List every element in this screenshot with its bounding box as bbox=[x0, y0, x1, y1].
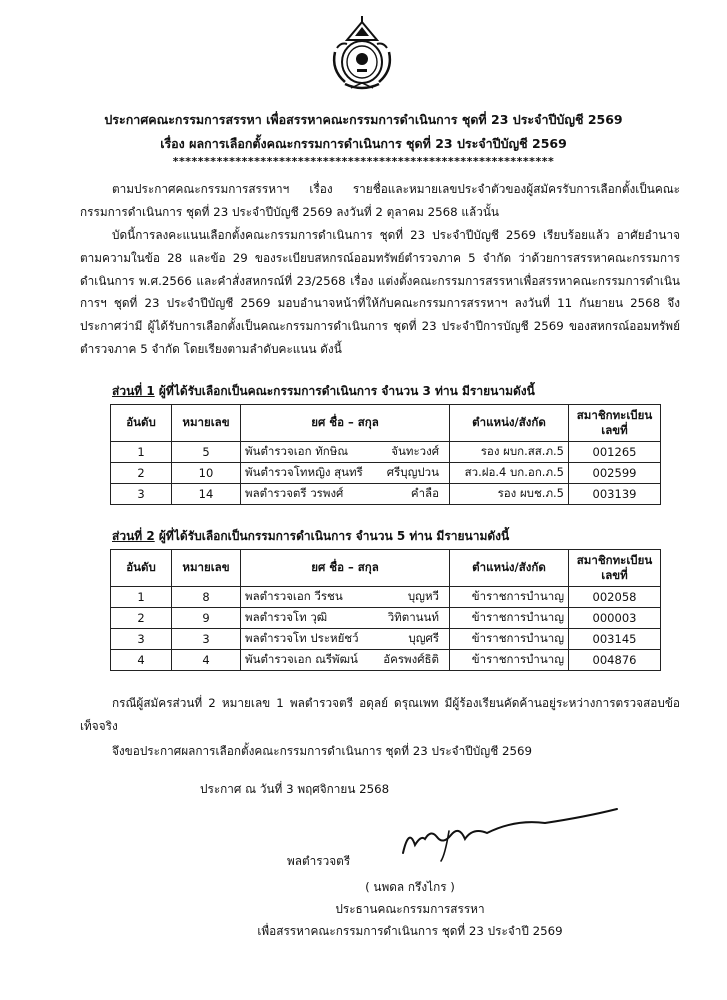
cell-rank: 3 bbox=[111, 629, 172, 650]
table-row bbox=[111, 463, 661, 484]
cell-position: ข้าราชการบำนาญ bbox=[450, 629, 569, 650]
star-divider: ************************************************************* bbox=[172, 155, 555, 168]
cell-name bbox=[241, 608, 450, 629]
table-row bbox=[111, 608, 661, 629]
surname-text: บุญหวี bbox=[407, 589, 439, 603]
intro-text: ตามประกาศคณะกรรมการสรรหาฯ เรื่อง รายชื่อและหมายเลขประจำตัวของผู้สมัครรับการเลือกตั้งเป็นคณะกรรมการดำเนินการ ชุดที่ 23 ประจำปีบัญชี 2569 ลงวันที่ 2 ตุลาคม 2568 แล้วนั้น bbox=[80, 182, 680, 219]
surname-text: อัครพงศ์ธิติ bbox=[383, 652, 439, 666]
col-member-no: สมาชิกทะเบียน เลขที่ bbox=[569, 550, 661, 587]
col-position: ตำแหน่ง/สังกัด bbox=[450, 550, 569, 587]
complaint-note bbox=[80, 692, 680, 738]
col-member-no: สมาชิกทะเบียน เลขที่ bbox=[569, 405, 661, 442]
cell-position: ข้าราชการบำนาญ bbox=[450, 608, 569, 629]
section1-label: ส่วนที่ 1 bbox=[112, 384, 155, 398]
name-text: พลตำรวจเอก วีรชน bbox=[245, 589, 343, 603]
surname-text: วิทิตานนท์ bbox=[387, 610, 439, 624]
col-position: ตำแหน่ง/สังกัด bbox=[450, 405, 569, 442]
cell-name bbox=[241, 463, 450, 484]
cell-number: 8 bbox=[172, 587, 241, 608]
cell-member-no: 003145 bbox=[569, 629, 661, 650]
cell-position: รอง ผบช.ภ.5 bbox=[450, 484, 569, 505]
announcement-date: ประกาศ ณ วันที่ 3 พฤศจิกายน 2568 bbox=[200, 782, 390, 796]
col-name: ยศ ชื่อ – สกุล bbox=[241, 405, 450, 442]
section2-text: ผู้ที่ได้รับเลือกเป็นกรรมการดำเนินการ จำนวน 5 ท่าน มีรายนามดังนี้ bbox=[158, 529, 510, 543]
cell-number: 9 bbox=[172, 608, 241, 629]
cell-name bbox=[241, 650, 450, 671]
cell-name bbox=[241, 442, 450, 463]
section2-table bbox=[110, 549, 661, 671]
cell-number: 5 bbox=[172, 442, 241, 463]
surname-text: ศรีบุญปวน bbox=[386, 465, 439, 479]
cell-number: 4 bbox=[172, 650, 241, 671]
signer-name: ( นพดล กรึงไกร ) bbox=[365, 880, 455, 894]
cell-member-no: 002599 bbox=[569, 463, 661, 484]
col-number: หมายเลข bbox=[172, 550, 241, 587]
result-text: บัดนี้การลงคะแนนเลือกตั้งคณะกรรมการดำเนินการ ชุดที่ 23 ประจำปีบัญชี 2569 เรียบร้อยแล้ว อาศัยอำนาจตามความในข้อ 28 และข้อ 29 ของระเบียบสหกรณ์ออมทรัพย์ตำรวจภาค 5 จำกัด ว่าด้วยการสรรหาคณะกรรมการดำเนินการ พ.ศ.2566 และคำสั่งสหกรณ์ที่ 23/2568 เรื่อง แต่งตั้งคณะกรรมการสรรหาเพื่อสรรหาคณะกรรมการดำเนินการฯ ชุดที่ 23 ประจำปีบัญชี 2569 มอบอำนาจหน้าที่ให้กับคณะกรรมการสรรหาฯ ลงวันที่ 11 กันยายน 2568 จึงประกาศว่ามี ผู้ได้รับการเลือกตั้งเป็นคณะกรรมการดำเนินการ ชุดที่ 23 ประจำปีการบัญชี 2569 ของสหกรณ์ออมทรัพย์ตำรวจภาค 5 จำกัด โดยเรียงตามลำดับคะแนน ดังนี้ bbox=[80, 228, 680, 356]
signer-position: ประธานคณะกรรมการสรรหา bbox=[335, 902, 485, 916]
section2-label: ส่วนที่ 2 bbox=[112, 529, 155, 543]
cell-member-no: 000003 bbox=[569, 608, 661, 629]
surname-text: จันทะวงศ์ bbox=[391, 444, 439, 458]
surname-text: บุญศรี bbox=[408, 631, 439, 645]
document-title: ประกาศคณะกรรมการสรรหา เพื่อสรรหาคณะกรรมการดำเนินการ ชุดที่ 23 ประจำปีบัญชี 2569 bbox=[104, 112, 623, 127]
col-number: หมายเลข bbox=[172, 405, 241, 442]
table-row bbox=[111, 442, 661, 463]
col-name: ยศ ชื่อ – สกุล bbox=[241, 550, 450, 587]
name-text: พันตำรวจโทหญิง สุนทรี bbox=[245, 465, 363, 479]
name-text: พลตำรวจโท ประหยัชว์ bbox=[245, 631, 359, 645]
cell-name bbox=[241, 484, 450, 505]
cell-member-no: 004876 bbox=[569, 650, 661, 671]
cell-rank: 3 bbox=[111, 484, 172, 505]
document-subject: เรื่อง ผลการเลือกตั้งคณะกรรมการดำเนินการ ชุดที่ 23 ประจำปีบัญชี 2569 bbox=[160, 136, 567, 151]
announcement-line: จึงขอประกาศผลการเลือกตั้งคณะกรรมการดำเนินการ ชุดที่ 23 ประจำปีบัญชี 2569 bbox=[112, 744, 533, 758]
cell-rank: 1 bbox=[111, 442, 172, 463]
table-header-row bbox=[111, 550, 661, 587]
cell-position: รอง ผบก.สส.ภ.5 bbox=[450, 442, 569, 463]
cell-number: 10 bbox=[172, 463, 241, 484]
name-text: พันตำรวจเอก ณรีพัฒน์ bbox=[245, 652, 358, 666]
cell-member-no: 002058 bbox=[569, 587, 661, 608]
table-row bbox=[111, 629, 661, 650]
table-header-row bbox=[111, 405, 661, 442]
table-row bbox=[111, 587, 661, 608]
result-paragraph bbox=[80, 224, 680, 372]
cell-number: 3 bbox=[172, 629, 241, 650]
cell-rank: 1 bbox=[111, 587, 172, 608]
cell-member-no: 001265 bbox=[569, 442, 661, 463]
section2-heading bbox=[112, 527, 509, 546]
cell-position: ข้าราชการบำนาญ bbox=[450, 587, 569, 608]
cell-member-no: 003139 bbox=[569, 484, 661, 505]
cell-name bbox=[241, 629, 450, 650]
cell-position: สว.ฝอ.4 บก.อก.ภ.5 bbox=[450, 463, 569, 484]
complaint-note-text: กรณีผู้สมัครส่วนที่ 2 หมายเลข 1 พลตำรวจตรี อดุลย์ ดรุณเพท มีผู้ร้องเรียนคัดค้านอยู่ระหว่างการตรวจสอบข้อเท็จจริง bbox=[80, 696, 680, 733]
intro-paragraph bbox=[80, 178, 680, 224]
col-rank: อันดับ bbox=[111, 405, 172, 442]
name-text: พันตำรวจเอก ทักษิณ bbox=[245, 444, 348, 458]
police-cooperative-emblem-icon bbox=[327, 12, 397, 94]
cell-rank: 4 bbox=[111, 650, 172, 671]
cell-position: ข้าราชการบำนาญ bbox=[450, 650, 569, 671]
table-row bbox=[111, 484, 661, 505]
col-rank: อันดับ bbox=[111, 550, 172, 587]
name-text: พลตำรวจโท วุฒิ bbox=[245, 610, 328, 624]
signature-icon bbox=[395, 805, 635, 865]
cell-rank: 2 bbox=[111, 463, 172, 484]
section1-text: ผู้ที่ได้รับเลือกเป็นคณะกรรมการดำเนินการ จำนวน 3 ท่าน มีรายนามดังนี้ bbox=[158, 384, 535, 398]
cell-rank: 2 bbox=[111, 608, 172, 629]
cell-number: 14 bbox=[172, 484, 241, 505]
name-text: พลตำรวจตรี วรพงศ์ bbox=[245, 486, 344, 500]
section1-table bbox=[110, 404, 661, 505]
section1-heading bbox=[112, 382, 535, 401]
signer-rank: พลตำรวจตรี bbox=[287, 854, 351, 868]
surname-text: คำลือ bbox=[410, 486, 439, 500]
cell-name bbox=[241, 587, 450, 608]
table-row bbox=[111, 650, 661, 671]
signer-committee: เพื่อสรรหาคณะกรรมการดำเนินการ ชุดที่ 23 ประจำปี 2569 bbox=[257, 924, 563, 938]
